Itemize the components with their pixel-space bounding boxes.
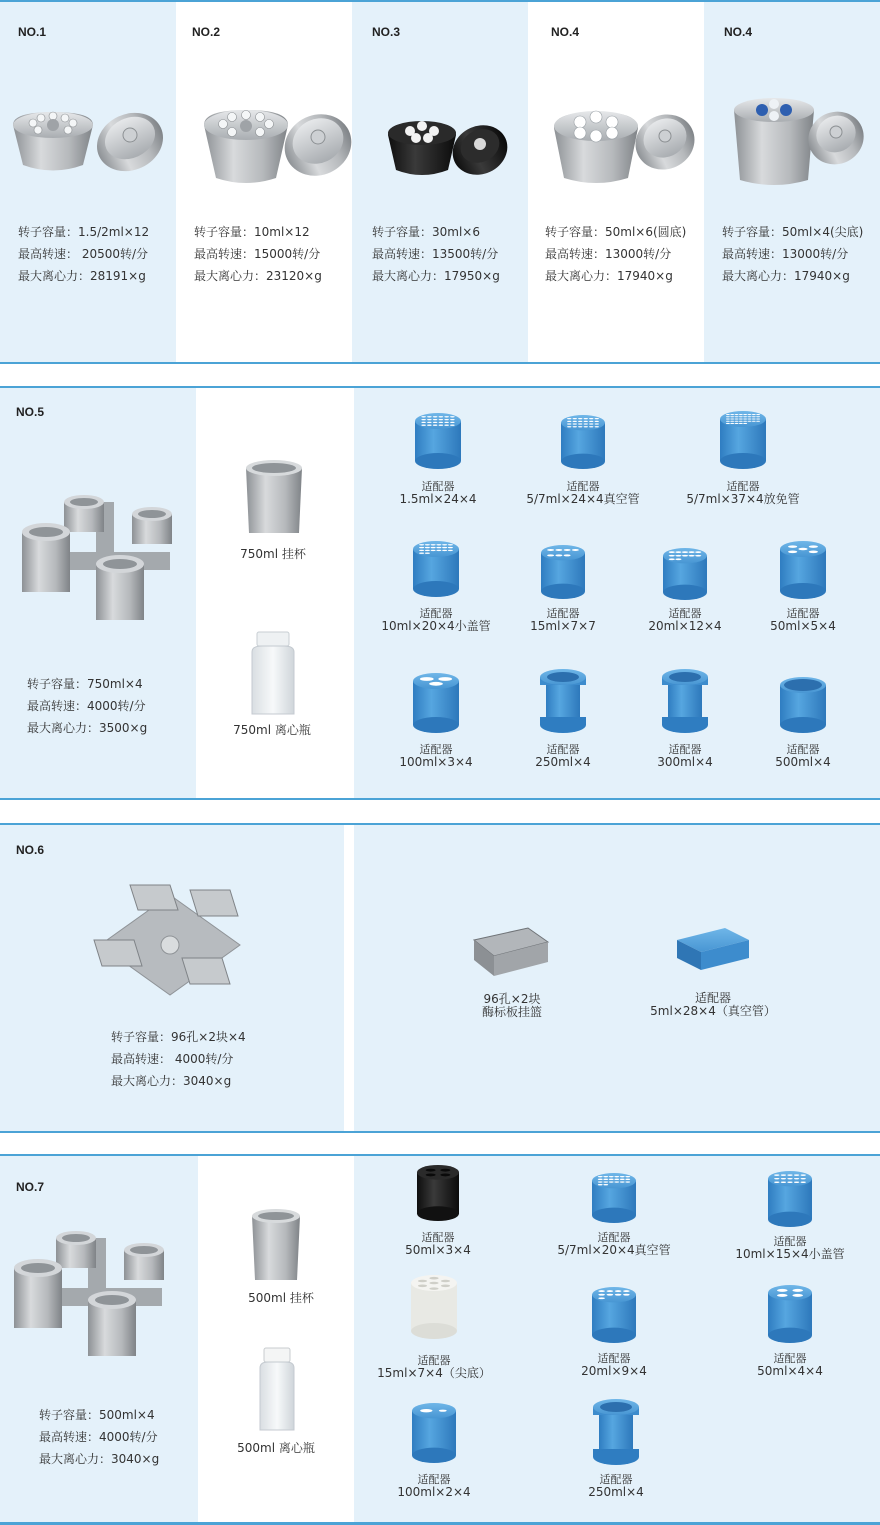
rotor-image-4 [550,90,700,190]
rotor-number: NO.7 [16,1180,45,1194]
rotor-specs [27,673,147,739]
adapter-image [778,540,828,600]
adapter-title: 适配器 [694,991,731,1005]
adapter-title: 适配器 [773,1235,807,1248]
rcf-text: 最大离心力：23120×g [194,269,322,283]
adapter-title: 适配器 [419,743,453,756]
adapter-spec: 20ml×9×4 [581,1364,647,1378]
rotor-number: NO.3 [372,25,401,39]
adapter-spec: 5/7ml×37×4放免管 [686,492,800,506]
adapter-title: 适配器 [786,607,820,620]
adapter-caption [657,743,713,769]
rotor-specs [545,221,686,287]
adapter-image [413,412,463,470]
adapter-title: 适配器 [773,1352,807,1365]
rotor-image-5 [728,90,868,195]
adapter-title: 适配器 [668,607,702,620]
rotor-number: NO.1 [18,25,47,39]
bottle-label: 750ml 离心瓶 [233,723,311,737]
adapter-title: 适配器 [597,1231,631,1244]
rcf-text: 最大离心力：3040×g [111,1074,232,1088]
rotor-specs [111,1026,246,1092]
adapter-title: 适配器 [421,480,455,493]
adapter-caption [399,480,476,506]
adapter-spec: 1.5ml×24×4 [399,492,477,506]
rotor-image-2 [196,90,356,190]
rotor-number: NO.4 [551,25,580,39]
plate-rotor-image [90,880,250,1010]
adapter-spec: 300ml×4 [657,755,713,769]
rotor-specs [194,221,322,287]
adapter-spec: 5ml×28×4（真空管） [650,1004,776,1018]
block-adapter-image [675,924,751,974]
rcf-text: 最大离心力：17950×g [372,269,500,283]
adapter-image [590,1172,638,1224]
adapter-caption [581,1352,647,1378]
capacity-text: 转子容量：750ml×4 [27,677,143,691]
adapter-title: 适配器 [599,1473,633,1486]
adapter-image [411,672,461,734]
capacity-text: 转子容量：500ml×4 [39,1408,155,1422]
basket-line1: 96孔×2块 [483,992,541,1006]
adapter-image [539,544,587,600]
adapter-spec: 10ml×15×4小盖管 [735,1247,845,1261]
speed-text: 最高转速：13000转/分 [545,247,672,261]
adapter-spec: 5/7ml×24×4真空管 [526,492,640,506]
rotor-specs [18,221,149,287]
adapter-spec: 250ml×4 [535,755,591,769]
adapter-caption [397,1473,470,1499]
bottle-image [244,630,302,718]
bottle-label: 500ml 离心瓶 [237,1441,315,1455]
adapter-caption [757,1352,823,1378]
capacity-text: 转子容量：50ml×4(尖底) [722,225,864,239]
adapter-caption [405,1231,471,1257]
adapter-title: 适配器 [546,607,580,620]
rotor-image-3 [382,100,512,185]
adapter-caption [735,1235,844,1261]
adapter-caption [399,743,472,769]
adapter-title: 适配器 [421,1231,455,1244]
adapter-caption [530,607,596,633]
adapter-spec: 15ml×7×4（尖底） [377,1366,491,1380]
adapter-caption [588,1473,644,1499]
adapter-spec: 100ml×3×4 [399,755,473,769]
bucket-image [243,458,305,538]
adapter-caption [770,607,836,633]
speed-text: 最高转速：4000转/分 [27,699,146,713]
adapter-image [718,410,768,470]
adapter-image [661,547,709,601]
adapter-title: 适配器 [668,743,702,756]
adapter-caption [535,743,591,769]
capacity-text: 转子容量：96孔×2块×4 [111,1030,246,1044]
capacity-text: 转子容量：1.5/2ml×12 [18,225,150,239]
speed-text: 最高转速：13500转/分 [372,247,499,261]
rotor-specs [722,221,863,287]
adapter-spec: 15ml×7×7 [530,619,596,633]
adapter-title: 适配器 [726,480,760,493]
adapter-spec: 5/7ml×20×4真空管 [557,1243,671,1257]
swing-rotor-image [20,492,190,622]
adapter-image [411,540,461,598]
rotor-number: NO.2 [192,25,221,39]
rotor-specs [372,221,500,287]
adapter-image [538,668,588,734]
adapter-spec: 50ml×3×4 [405,1243,471,1257]
block-adapter-label [650,992,776,1018]
rotor-specs [39,1404,159,1470]
plate-basket-label [482,993,542,1019]
rcf-text: 最大离心力：17940×g [722,269,850,283]
adapter-spec: 10ml×20×4小盖管 [381,619,491,633]
rotor-6-items-panel [354,825,880,1131]
capacity-text: 转子容量：50ml×6(圆底) [545,225,687,239]
adapter-spec: 500ml×4 [775,755,831,769]
adapter-caption [648,607,721,633]
adapter-spec: 250ml×4 [588,1485,644,1499]
adapter-image [415,1164,461,1222]
adapter-title: 适配器 [546,743,580,756]
adapter-image [591,1398,641,1466]
adapter-caption [557,1231,670,1257]
rcf-text: 最大离心力：17940×g [545,269,673,283]
adapter-image [660,668,710,734]
rotor-number: NO.6 [16,843,45,857]
adapter-title: 适配器 [419,607,453,620]
bucket-label: 750ml 挂杯 [240,547,306,561]
adapter-title: 适配器 [566,480,600,493]
speed-text: 最高转速：4000转/分 [39,1430,158,1444]
bucket-image [250,1208,302,1284]
bucket-label: 500ml 挂杯 [248,1291,314,1305]
adapter-title: 适配器 [597,1352,631,1365]
capacity-text: 转子容量：30ml×6 [372,225,480,239]
adapter-image [409,1274,459,1340]
basket-line2: 酶标板挂篮 [481,1005,543,1019]
speed-text: 最高转速： 4000转/分 [111,1052,234,1066]
rotor-number: NO.5 [16,405,45,419]
adapter-caption [686,480,799,506]
speed-text: 最高转速：13000转/分 [722,247,849,261]
adapter-image [559,414,607,470]
adapter-caption [775,743,831,769]
adapter-image [766,1284,814,1344]
adapter-title: 适配器 [786,743,820,756]
capacity-text: 转子容量：10ml×12 [194,225,310,239]
adapter-image [766,1170,814,1228]
adapter-image [410,1402,458,1464]
bottle-image [254,1346,300,1434]
speed-text: 最高转速： 20500转/分 [18,247,149,261]
adapter-caption [377,1354,491,1380]
plate-basket-image [470,922,552,980]
adapter-spec: 100ml×2×4 [397,1485,471,1499]
adapter-title: 适配器 [417,1473,451,1486]
adapter-title: 适配器 [417,1354,451,1367]
rcf-text: 最大离心力：28191×g [18,269,146,283]
speed-text: 最高转速：15000转/分 [194,247,321,261]
adapter-caption [381,607,490,633]
adapter-spec: 50ml×5×4 [770,619,836,633]
swing-rotor-image [12,1228,182,1358]
adapter-image [590,1286,638,1344]
adapter-spec: 50ml×4×4 [757,1364,823,1378]
rotor-number: NO.4 [724,25,753,39]
rcf-text: 最大离心力：3500×g [27,721,148,735]
rcf-text: 最大离心力：3040×g [39,1452,160,1466]
adapter-caption [526,480,639,506]
rotor-image-1 [8,90,168,185]
adapter-image [778,676,828,734]
adapter-spec: 20ml×12×4 [648,619,722,633]
